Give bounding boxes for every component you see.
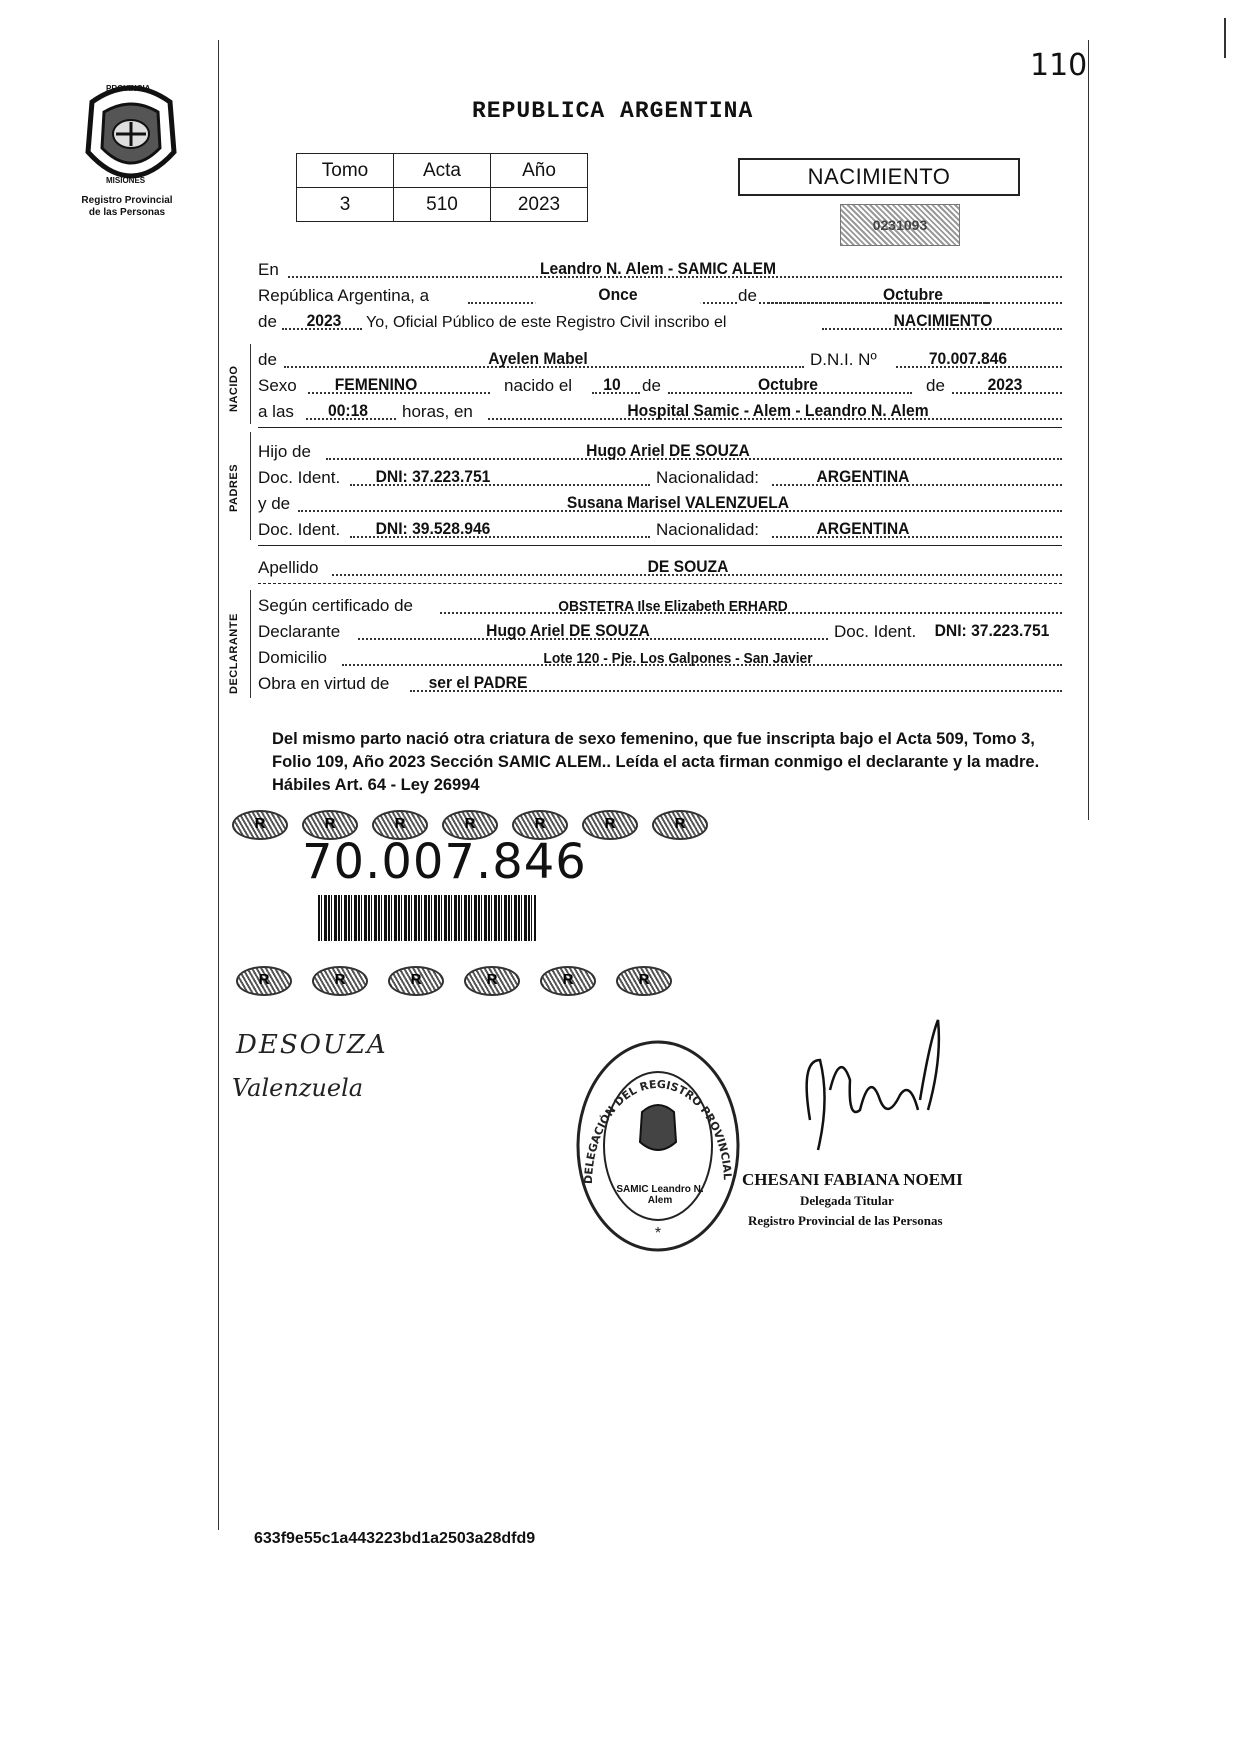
acta-table — [296, 153, 588, 222]
act-type: NACIMIENTO — [893, 311, 993, 330]
province-logo — [82, 82, 180, 192]
logo-text-top: PROVINCIA — [106, 84, 151, 93]
acta-header-acta: Acta — [394, 154, 491, 188]
logo-text-bottom: MISIONES — [106, 176, 146, 185]
security-seal: R — [236, 966, 292, 996]
declarante-name: Hugo Ariel DE SOUZA — [486, 621, 650, 640]
section-label-nacido: NACIDO — [228, 365, 240, 412]
declarante-doc-label: Doc. Ident. — [834, 622, 917, 641]
section-bracket — [250, 432, 251, 540]
seal-inner-text: SAMIC Leandro N. Alem — [616, 1184, 704, 1206]
official-seal — [572, 1034, 744, 1254]
row-padre — [258, 438, 1062, 464]
row-virtud — [258, 670, 1062, 696]
document-title: REPUBLICA ARGENTINA — [472, 98, 754, 124]
father-nat-label: Nacionalidad: — [656, 468, 760, 487]
security-seal: R — [232, 810, 288, 840]
acta-value-tomo: 3 — [297, 188, 394, 222]
inscribo-label: Yo, Oficial Público de este Registro Civil inscribo el — [366, 314, 727, 331]
fecha-day: Once — [535, 285, 701, 305]
section-label-padres: PADRES — [228, 463, 240, 512]
acta-header-anio: Año — [491, 154, 588, 188]
left-margin-line — [218, 40, 219, 1530]
seal-ring-text: DELEGACIÓN DEL REGISTRO PROVINCIAL — [581, 1077, 734, 1185]
row-apellido — [258, 554, 1062, 580]
security-seal: R — [512, 810, 568, 840]
security-seal: R — [540, 966, 596, 996]
row-lugar — [258, 256, 1062, 282]
born-label: nacido el — [504, 376, 573, 395]
right-margin-line — [1088, 40, 1089, 820]
lugar-label: En — [258, 260, 279, 279]
declarante-doc: DNI: 37.223.751 — [934, 621, 1050, 640]
section-divider — [258, 545, 1062, 546]
record-type-box: NACIMIENTO — [738, 158, 1020, 196]
official-office: Registro Provincial de las Personas — [748, 1213, 943, 1228]
acta-value-acta: 510 — [394, 188, 491, 222]
handwritten-surname: DESOUZA — [236, 1030, 388, 1060]
security-stamp: 0231093 — [840, 204, 960, 246]
section-divider — [258, 427, 1062, 428]
security-seal: R — [616, 966, 672, 996]
nacido-sexo: FEMENINO — [334, 375, 418, 394]
row-inscribo — [258, 308, 1062, 334]
row-padre-doc — [258, 464, 1062, 490]
scan-edge-mark — [1224, 18, 1226, 58]
nacido-dni: 70.007.846 — [928, 349, 1008, 368]
security-seal: R — [442, 810, 498, 840]
acta-header-tomo: Tomo — [297, 154, 394, 188]
security-seal: R — [388, 966, 444, 996]
row-nacido-nombre — [258, 346, 1062, 372]
row-fecha — [258, 282, 1062, 308]
section-divider — [258, 583, 1062, 584]
cert-label: Según certificado de — [258, 596, 413, 615]
father-doc: DNI: 37.223.751 — [375, 467, 491, 486]
year-de-label: de — [258, 312, 277, 331]
mother-doc-label: Doc. Ident. — [258, 520, 341, 539]
logo-caption-line2: de las Personas — [88, 207, 166, 218]
father-doc-label: Doc. Ident. — [258, 468, 341, 487]
apellido-label: Apellido — [258, 558, 319, 577]
de-label-2: de — [926, 376, 945, 395]
father-nat: ARGENTINA — [816, 467, 910, 486]
row-madre-doc — [258, 516, 1062, 542]
acta-value-anio: 2023 — [491, 188, 588, 222]
nacido-lugar: Hospital Samic - Alem - Leandro N. Alem — [627, 401, 929, 420]
nacido-mes: Octubre — [758, 375, 818, 394]
fecha-de-label: de — [738, 286, 757, 305]
virtud-value: ser el PADRE — [428, 673, 528, 692]
mother-nat: ARGENTINA — [816, 519, 910, 538]
svg-text:*: * — [654, 1225, 662, 1242]
virtud-label: Obra en virtud de — [258, 674, 390, 693]
fecha-label: República Argentina, a — [258, 286, 430, 305]
declarante-label: Declarante — [258, 622, 341, 641]
logo-caption — [62, 195, 192, 219]
nombre-label: de — [258, 350, 277, 369]
cert-value: OBSTETRA Ilse Elizabeth ERHARD — [558, 598, 788, 615]
dni-label: D.N.I. Nº — [810, 350, 877, 369]
de-label: de — [642, 376, 661, 395]
page-number: 110 — [1030, 48, 1088, 83]
domicilio-value: Lote 120 - Pje. Los Galpones - San Javier — [543, 650, 813, 667]
row-certificado — [258, 592, 1062, 618]
nacido-hora: 00:18 — [327, 401, 368, 420]
security-seal: R — [652, 810, 708, 840]
mother-doc: DNI: 39.528.946 — [375, 519, 491, 538]
security-seal: R — [302, 810, 358, 840]
fecha-year: 2023 — [306, 311, 342, 330]
mother-label: y de — [258, 494, 291, 513]
sexo-label: Sexo — [258, 376, 297, 395]
security-seal: R — [372, 810, 428, 840]
security-seal: R — [312, 966, 368, 996]
stamped-dni-number: 70.007.846 — [302, 834, 587, 890]
row-madre — [258, 490, 1062, 516]
nacido-dia: 10 — [603, 375, 621, 394]
nacido-anio: 2023 — [987, 375, 1023, 394]
row-nacido-hora — [258, 398, 1062, 424]
official-role: Delegada Titular — [800, 1193, 894, 1208]
observation-note: Del mismo parto nació otra criatura de sexo femenino, que fue inscripta bajo el Acta 509, Tomo 3, Folio 109, Año 2023 Sección SAMIC ALEM.. Leída el acta firman conmigo el declarante y la madre. Hábiles Art. 64 - Ley 26994 — [272, 730, 1040, 794]
lugar-value: Leandro N. Alem - SAMIC ALEM — [539, 259, 777, 278]
apellido-value: DE SOUZA — [647, 557, 729, 576]
row-nacido-sexo — [258, 372, 1062, 398]
row-domicilio — [258, 644, 1062, 670]
logo-caption-line1: Registro Provincial — [81, 195, 173, 206]
nacido-nombre: Ayelen Mabel — [488, 349, 588, 368]
official-signature — [780, 1000, 950, 1170]
section-label-declarante: DECLARANTE — [228, 613, 240, 694]
time-label: a las — [258, 402, 294, 421]
barcode — [318, 895, 536, 941]
document-hash: 633f9e55c1a443223bd1a2503a28dfd9 — [254, 1530, 536, 1547]
father-label: Hijo de — [258, 442, 311, 461]
section-bracket — [250, 590, 251, 698]
domicilio-label: Domicilio — [258, 648, 327, 667]
section-bracket — [250, 344, 251, 424]
mother-name: Susana Marisel VALENZUELA — [566, 493, 790, 512]
handwritten-mother-signature: Valenzuela — [232, 1074, 364, 1102]
row-declarante — [258, 618, 1062, 644]
mother-nat-label: Nacionalidad: — [656, 520, 760, 539]
fecha-month: Octubre — [883, 285, 943, 304]
hours-label: horas, en — [402, 402, 473, 421]
security-seal: R — [582, 810, 638, 840]
security-seal: R — [464, 966, 520, 996]
father-name: Hugo Ariel DE SOUZA — [586, 441, 750, 460]
official-name: CHESANI FABIANA NOEMI — [742, 1170, 963, 1189]
